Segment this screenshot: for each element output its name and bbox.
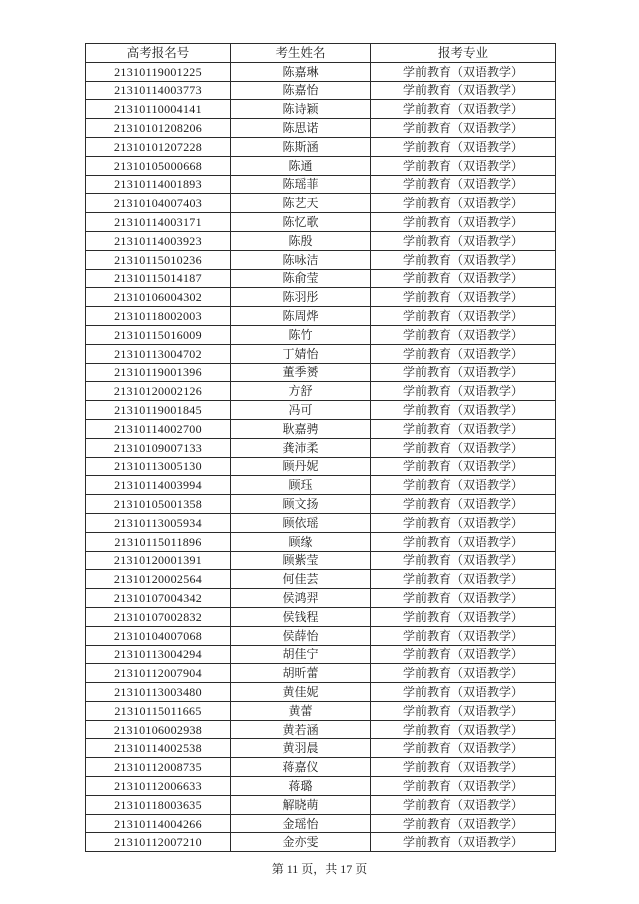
table-row: [86, 457, 556, 476]
major-cell: 学前教育（双语教学）: [371, 81, 556, 100]
major-cell: 学前教育（双语教学）: [371, 476, 556, 495]
candidate-name-cell: 冯可: [231, 401, 371, 420]
candidate-name-cell: 董季赟: [231, 363, 371, 382]
table-row: [86, 701, 556, 720]
exam-id-cell: 21310114002700: [86, 419, 231, 438]
major-cell: 学前教育（双语教学）: [371, 231, 556, 250]
table-row: [86, 325, 556, 344]
major-cell: 学前教育（双语教学）: [371, 795, 556, 814]
candidate-name-cell: 丁婧怡: [231, 344, 371, 363]
table-row: [86, 720, 556, 739]
candidate-name-cell: 陈诗颖: [231, 100, 371, 119]
candidate-name-cell: 黄羽晨: [231, 739, 371, 758]
registration-table: [85, 43, 556, 852]
table-row: [86, 607, 556, 626]
exam-id-cell: 21310115011665: [86, 701, 231, 720]
exam-id-cell: 21310114001893: [86, 175, 231, 194]
major-cell: 学前教育（双语教学）: [371, 344, 556, 363]
exam-id-cell: 21310107002832: [86, 607, 231, 626]
table-row: [86, 739, 556, 758]
candidate-name-cell: 顾文扬: [231, 495, 371, 514]
exam-id-cell: 21310115010236: [86, 250, 231, 269]
exam-id-cell: 21310113004702: [86, 344, 231, 363]
table-row: [86, 495, 556, 514]
table-row: [86, 401, 556, 420]
candidate-name-cell: 侯钱程: [231, 607, 371, 626]
candidate-name-cell: 金瑶怡: [231, 814, 371, 833]
table-row: [86, 175, 556, 194]
major-cell: 学前教育（双语教学）: [371, 401, 556, 420]
table-row: [86, 438, 556, 457]
candidate-name-cell: 侯鸿羿: [231, 589, 371, 608]
table-row: [86, 269, 556, 288]
candidate-name-cell: 陈俞莹: [231, 269, 371, 288]
candidate-name-cell: 方舒: [231, 382, 371, 401]
candidate-name-cell: 胡昕蕾: [231, 664, 371, 683]
major-cell: 学前教育（双语教学）: [371, 532, 556, 551]
exam-id-cell: 21310112007904: [86, 664, 231, 683]
table-row: [86, 288, 556, 307]
table-row: [86, 81, 556, 100]
major-cell: 学前教育（双语教学）: [371, 175, 556, 194]
major-cell: 学前教育（双语教学）: [371, 325, 556, 344]
exam-id-cell: 21310115016009: [86, 325, 231, 344]
exam-id-cell: 21310114003171: [86, 213, 231, 232]
table-row: [86, 758, 556, 777]
exam-id-cell: 21310101207228: [86, 137, 231, 156]
major-cell: 学前教育（双语教学）: [371, 720, 556, 739]
table-row: [86, 513, 556, 532]
exam-id-cell: 21310112007210: [86, 833, 231, 852]
candidate-name-cell: 耿嘉骋: [231, 419, 371, 438]
major-cell: 学前教育（双语教学）: [371, 457, 556, 476]
major-cell: 学前教育（双语教学）: [371, 551, 556, 570]
table-row: [86, 419, 556, 438]
table-row: [86, 683, 556, 702]
exam-id-cell: 21310106002938: [86, 720, 231, 739]
table-row: [86, 589, 556, 608]
exam-id-cell: 21310104007403: [86, 194, 231, 213]
table-row: [86, 664, 556, 683]
exam-id-cell: 21310114003994: [86, 476, 231, 495]
exam-id-cell: 21310104007068: [86, 626, 231, 645]
candidate-name-cell: 黄蕾: [231, 701, 371, 720]
exam-id-cell: 21310107004342: [86, 589, 231, 608]
exam-id-cell: 21310113003480: [86, 683, 231, 702]
major-cell: 学前教育（双语教学）: [371, 739, 556, 758]
major-cell: 学前教育（双语教学）: [371, 645, 556, 664]
table-row: [86, 250, 556, 269]
exam-id-cell: 21310115011896: [86, 532, 231, 551]
candidate-name-cell: 陈通: [231, 156, 371, 175]
exam-id-cell: 21310119001845: [86, 401, 231, 420]
candidate-name-cell: 陈嘉怡: [231, 81, 371, 100]
exam-id-cell: 21310114003773: [86, 81, 231, 100]
major-cell: 学前教育（双语教学）: [371, 833, 556, 852]
exam-id-cell: 21310114004266: [86, 814, 231, 833]
candidate-name-cell: 陈嘉琳: [231, 62, 371, 81]
candidate-name-cell: 陈忆歌: [231, 213, 371, 232]
table-row: [86, 194, 556, 213]
exam-id-cell: 21310105001358: [86, 495, 231, 514]
candidate-name-cell: 顾紫莹: [231, 551, 371, 570]
major-cell: 学前教育（双语教学）: [371, 626, 556, 645]
exam-id-cell: 21310113004294: [86, 645, 231, 664]
major-cell: 学前教育（双语教学）: [371, 119, 556, 138]
candidate-name-cell: 顾依瑶: [231, 513, 371, 532]
candidate-name-cell: 陈殷: [231, 231, 371, 250]
major-cell: 学前教育（双语教学）: [371, 100, 556, 119]
col-header-exam-id: 高考报名号: [86, 44, 231, 63]
exam-id-cell: 21310120001391: [86, 551, 231, 570]
candidate-name-cell: 顾丹妮: [231, 457, 371, 476]
exam-id-cell: 21310119001225: [86, 62, 231, 81]
col-header-major: 报考专业: [371, 44, 556, 63]
table-header-row: [86, 44, 556, 63]
exam-id-cell: 21310101208206: [86, 119, 231, 138]
table-row: [86, 344, 556, 363]
candidate-name-cell: 胡佳宁: [231, 645, 371, 664]
registration-table-container: [85, 43, 556, 852]
exam-id-cell: 21310112006633: [86, 777, 231, 796]
table-row: [86, 307, 556, 326]
candidate-name-cell: 陈竹: [231, 325, 371, 344]
table-row: [86, 645, 556, 664]
table-row: [86, 777, 556, 796]
major-cell: 学前教育（双语教学）: [371, 589, 556, 608]
table-row: [86, 137, 556, 156]
table-row: [86, 231, 556, 250]
exam-id-cell: 21310112008735: [86, 758, 231, 777]
major-cell: 学前教育（双语教学）: [371, 194, 556, 213]
candidate-name-cell: 陈思诺: [231, 119, 371, 138]
candidate-name-cell: 侯薛怡: [231, 626, 371, 645]
table-row: [86, 100, 556, 119]
candidate-name-cell: 顾珏: [231, 476, 371, 495]
exam-id-cell: 21310105000668: [86, 156, 231, 175]
major-cell: 学前教育（双语教学）: [371, 307, 556, 326]
candidate-name-cell: 陈咏洁: [231, 250, 371, 269]
candidate-name-cell: 黄若涵: [231, 720, 371, 739]
table-row: [86, 476, 556, 495]
exam-id-cell: 21310118002003: [86, 307, 231, 326]
exam-id-cell: 21310106004302: [86, 288, 231, 307]
candidate-name-cell: 陈瑶菲: [231, 175, 371, 194]
major-cell: 学前教育（双语教学）: [371, 664, 556, 683]
table-row: [86, 119, 556, 138]
major-cell: 学前教育（双语教学）: [371, 137, 556, 156]
major-cell: 学前教育（双语教学）: [371, 513, 556, 532]
col-header-candidate-name: 考生姓名: [231, 44, 371, 63]
major-cell: 学前教育（双语教学）: [371, 419, 556, 438]
table-body: [86, 62, 556, 851]
exam-id-cell: 21310113005934: [86, 513, 231, 532]
exam-id-cell: 21310119001396: [86, 363, 231, 382]
exam-id-cell: 21310114003923: [86, 231, 231, 250]
major-cell: 学前教育（双语教学）: [371, 683, 556, 702]
major-cell: 学前教育（双语教学）: [371, 382, 556, 401]
major-cell: 学前教育（双语教学）: [371, 758, 556, 777]
major-cell: 学前教育（双语教学）: [371, 363, 556, 382]
major-cell: 学前教育（双语教学）: [371, 62, 556, 81]
table-row: [86, 551, 556, 570]
table-row: [86, 833, 556, 852]
exam-id-cell: 21310115014187: [86, 269, 231, 288]
candidate-name-cell: 蒋璐: [231, 777, 371, 796]
major-cell: 学前教育（双语教学）: [371, 607, 556, 626]
table-row: [86, 156, 556, 175]
exam-id-cell: 21310109007133: [86, 438, 231, 457]
candidate-name-cell: 陈周烨: [231, 307, 371, 326]
candidate-name-cell: 顾缘: [231, 532, 371, 551]
page-number: 第 11 页，共 17 页: [271, 862, 368, 876]
major-cell: 学前教育（双语教学）: [371, 250, 556, 269]
major-cell: 学前教育（双语教学）: [371, 701, 556, 720]
table-row: [86, 814, 556, 833]
major-cell: 学前教育（双语教学）: [371, 269, 556, 288]
major-cell: 学前教育（双语教学）: [371, 495, 556, 514]
table-row: [86, 570, 556, 589]
candidate-name-cell: 何佳芸: [231, 570, 371, 589]
major-cell: 学前教育（双语教学）: [371, 777, 556, 796]
table-row: [86, 532, 556, 551]
table-row: [86, 626, 556, 645]
table-row: [86, 213, 556, 232]
table-row: [86, 382, 556, 401]
major-cell: 学前教育（双语教学）: [371, 213, 556, 232]
major-cell: 学前教育（双语教学）: [371, 814, 556, 833]
table-row: [86, 795, 556, 814]
candidate-name-cell: 金亦雯: [231, 833, 371, 852]
exam-id-cell: 21310114002538: [86, 739, 231, 758]
candidate-name-cell: 龚沛柔: [231, 438, 371, 457]
candidate-name-cell: 黄佳妮: [231, 683, 371, 702]
exam-id-cell: 21310120002564: [86, 570, 231, 589]
major-cell: 学前教育（双语教学）: [371, 438, 556, 457]
exam-id-cell: 21310120002126: [86, 382, 231, 401]
candidate-name-cell: 陈斯涵: [231, 137, 371, 156]
candidate-name-cell: 陈羽彤: [231, 288, 371, 307]
exam-id-cell: 21310118003635: [86, 795, 231, 814]
candidate-name-cell: 陈艺天: [231, 194, 371, 213]
candidate-name-cell: 解晓萌: [231, 795, 371, 814]
exam-id-cell: 21310110004141: [86, 100, 231, 119]
table-row: [86, 62, 556, 81]
major-cell: 学前教育（双语教学）: [371, 156, 556, 175]
exam-id-cell: 21310113005130: [86, 457, 231, 476]
major-cell: 学前教育（双语教学）: [371, 288, 556, 307]
candidate-name-cell: 蒋嘉仪: [231, 758, 371, 777]
table-row: [86, 363, 556, 382]
major-cell: 学前教育（双语教学）: [371, 570, 556, 589]
